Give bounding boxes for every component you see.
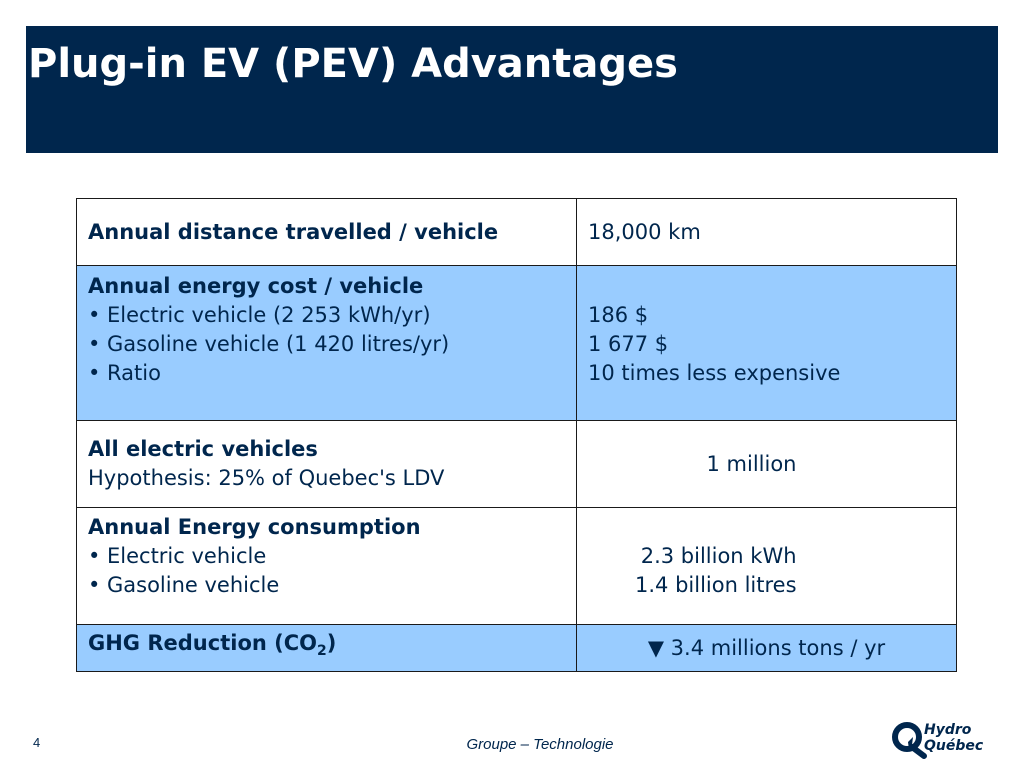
row-value-cell bbox=[577, 508, 957, 625]
slide-title: Plug-in EV (PEV) Advantages bbox=[28, 41, 678, 87]
value-block bbox=[635, 542, 797, 600]
bullet-icon: • bbox=[88, 573, 101, 597]
table-row bbox=[77, 625, 957, 672]
row-sublabel: Hypothesis: 25% of Quebec's LDV bbox=[88, 466, 445, 490]
row-label-cell bbox=[77, 508, 577, 625]
table-row bbox=[77, 421, 957, 508]
bullet-icon: • bbox=[88, 303, 101, 327]
advantages-table bbox=[76, 198, 957, 672]
table-row bbox=[77, 508, 957, 625]
row-label: Annual distance travelled / vehicle bbox=[88, 219, 499, 244]
row-value: ▼ 3.4 millions tons / yr bbox=[647, 635, 886, 660]
bullet-icon: • bbox=[88, 332, 101, 356]
list-item: • Electric vehicle (2 253 kWh/yr) bbox=[88, 301, 565, 330]
page-number: 4 bbox=[33, 735, 41, 750]
logo-text-quebec: Québec bbox=[924, 738, 984, 754]
row-value: 1 677 $ bbox=[588, 332, 669, 356]
bullet-icon: • bbox=[88, 361, 101, 385]
row-value: 18,000 km bbox=[588, 219, 701, 244]
row-value: 1 million bbox=[706, 451, 797, 476]
logo-text-hydro: Hydro bbox=[924, 722, 972, 738]
row-label: All electric vehicles bbox=[88, 437, 318, 461]
list-item: • Ratio bbox=[88, 359, 565, 388]
row-value-cell bbox=[577, 421, 957, 508]
row-label: GHG Reduction $(CO_2)$ bbox=[88, 631, 337, 660]
row-label-cell bbox=[77, 421, 577, 508]
row-label-cell bbox=[77, 266, 577, 421]
bullet-icon: • bbox=[88, 544, 101, 568]
table-row bbox=[77, 199, 957, 266]
list-item: • Electric vehicle bbox=[88, 542, 565, 571]
row-value: 10 times less expensive bbox=[588, 361, 841, 385]
row-label: Annual energy cost / vehicle bbox=[88, 274, 424, 298]
row-value: 186 $ bbox=[588, 303, 649, 327]
list-item: • Gasoline vehicle bbox=[88, 571, 565, 600]
row-label: Annual Energy consumption bbox=[88, 515, 421, 539]
footer-text: Groupe – Technologie bbox=[466, 736, 614, 753]
row-value-cell bbox=[577, 625, 957, 672]
list-item: • Gasoline vehicle (1 420 litres/yr) bbox=[88, 330, 565, 359]
row-label-cell bbox=[77, 199, 577, 266]
row-label-cell bbox=[77, 625, 577, 672]
table-row bbox=[77, 266, 957, 421]
hydro-quebec-logo bbox=[890, 718, 1000, 760]
row-value-cell bbox=[577, 199, 957, 266]
row-value: 1.4 billion litres bbox=[635, 573, 797, 597]
row-value: 2.3 billion kWh bbox=[640, 544, 797, 568]
row-value-cell bbox=[577, 266, 957, 421]
